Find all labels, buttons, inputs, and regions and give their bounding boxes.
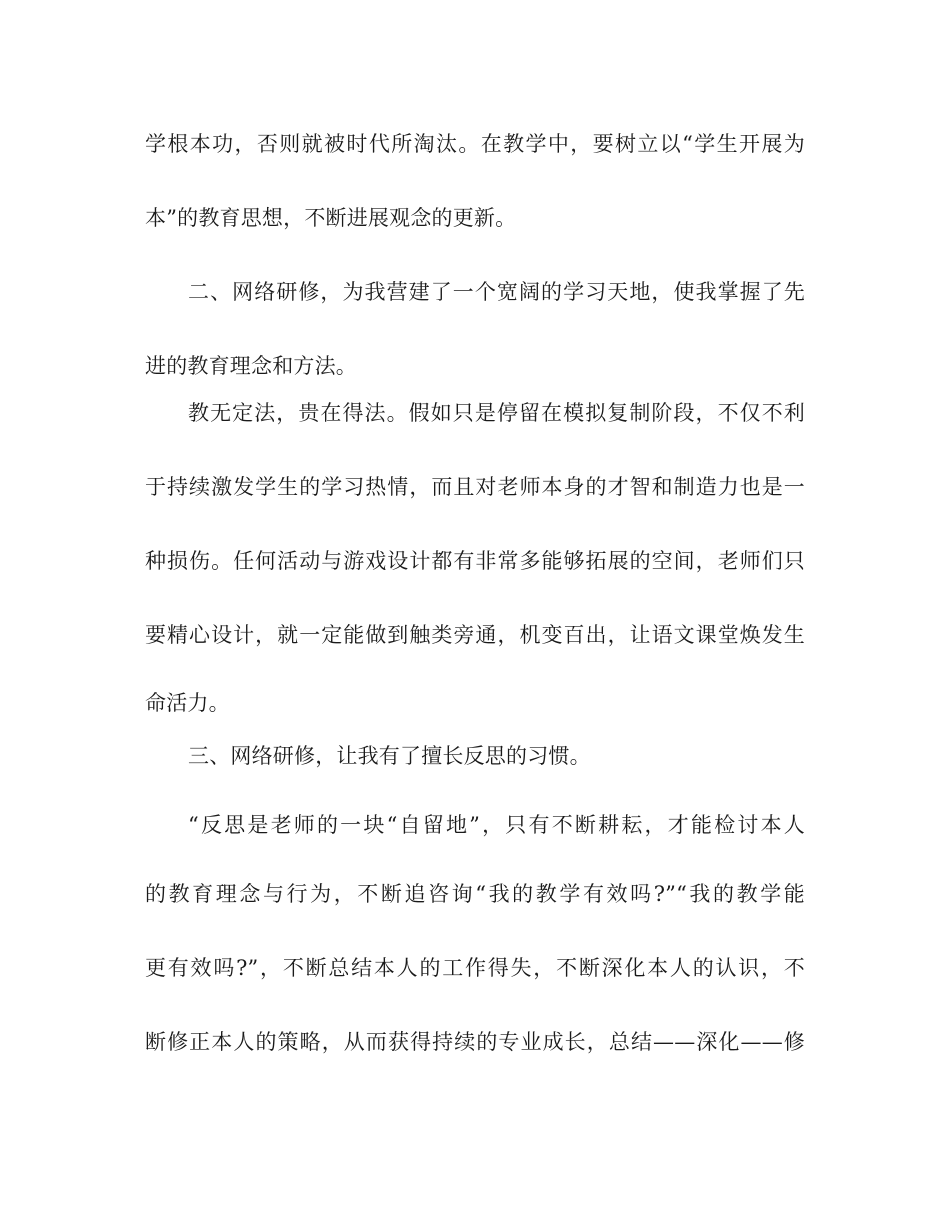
text-line: 命活力。 (145, 691, 230, 715)
text-line: 进的教育理念和方法。 (145, 354, 357, 378)
section-heading: 二、网络研修，为我营建了一个宽阔的学习天地，使我掌握了先 (188, 280, 805, 304)
text-line: 于持续激发学生的学习热情，而且对老师本身的才智和制造力也是一 (145, 475, 805, 499)
text-line: 种损伤。任何活动与游戏设计都有非常多能够拓展的空间，老师们只 (145, 549, 805, 573)
text-line: 的教育理念与行为，不断追咨询“我的教学有效吗?”“我的教学能 (145, 882, 805, 906)
text-line: 断修正本人的策略，从而获得持续的专业成长，总结——深化——修 (145, 1030, 805, 1054)
paragraph-start-line: “反思是老师的一块“自留地”，只有不断耕耘，才能检讨本人 (188, 813, 805, 837)
paragraph-start-line: 教无定法，贵在得法。假如只是停留在模拟复制阶段，不仅不利 (188, 401, 805, 425)
section-heading: 三、网络研修，让我有了擅长反思的习惯。 (188, 744, 591, 768)
text-line: 本”的教育思想，不断进展观念的更新。 (145, 206, 517, 230)
text-line: 更有效吗?”，不断总结本人的工作得失，不断深化本人的认识，不 (145, 956, 805, 980)
text-line: 学根本功，否则就被时代所淘汰。在教学中，要树立以“学生开展为 (145, 132, 805, 156)
text-line: 要精心设计，就一定能做到触类旁通，机变百出，让语文课堂焕发生 (145, 623, 805, 647)
